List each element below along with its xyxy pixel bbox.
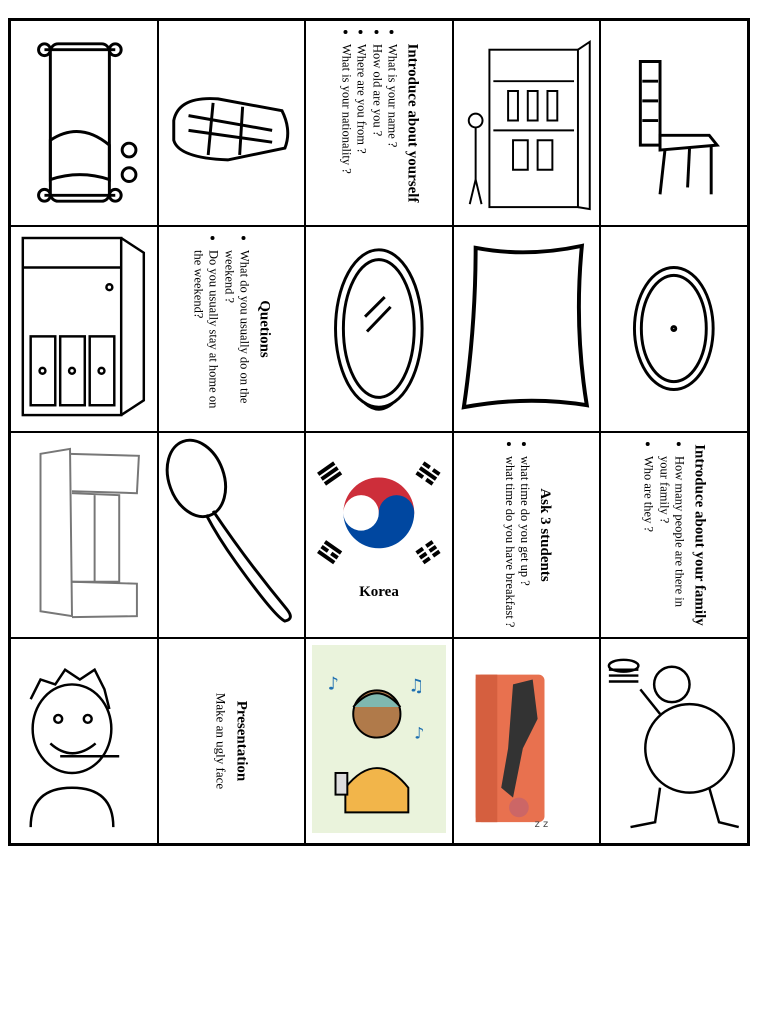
svg-text:♫: ♫	[408, 676, 425, 697]
pillow-illustration	[454, 227, 600, 431]
korea-flag-icon	[306, 433, 452, 637]
card-spoon	[158, 432, 306, 638]
card-blanket	[158, 20, 306, 226]
sofa-illustration	[11, 433, 157, 637]
blanket-illustration	[159, 21, 305, 225]
presentation-title: Presentation	[233, 700, 250, 782]
questions-list	[190, 234, 253, 424]
card-introduce-family	[600, 432, 748, 638]
listening-music-illustration	[306, 639, 452, 843]
list-item: • Where are you from ?	[353, 44, 369, 218]
card-chair	[600, 20, 748, 226]
man-sleeping-on-sofa-illustration	[454, 639, 600, 843]
svg-text:z z: z z	[534, 819, 548, 831]
introduce-family-list	[641, 440, 688, 630]
round-mirror-illustration	[601, 227, 747, 431]
korea-label: Korea	[359, 584, 399, 600]
list-item: • What is your name ?	[384, 44, 400, 218]
questions-text	[190, 234, 273, 424]
list-item: • What do you usually do on the weekend ?	[221, 250, 252, 424]
svg-text:♪: ♪	[327, 674, 340, 695]
card-music	[305, 638, 453, 844]
ask-students-text	[501, 440, 553, 630]
card-round-mirror	[600, 226, 748, 432]
card-sleeping-sofa	[453, 638, 601, 844]
wardrobe-illustration	[454, 21, 600, 225]
ask-students-title: Ask 3 students	[536, 488, 553, 582]
mirror-illustration	[306, 227, 452, 431]
list-item: • what time do you get up ?	[516, 456, 532, 630]
list-item: • what time do you have breakfast ?	[501, 456, 517, 630]
card-bed	[10, 20, 158, 226]
card-mirror	[305, 226, 453, 432]
list-item: • Do you usually stay at home on the weekend?	[190, 250, 221, 424]
dresser-illustration	[11, 227, 157, 431]
chair-illustration	[601, 21, 747, 225]
card-presentation	[158, 638, 306, 844]
card-brushing-teeth	[10, 638, 158, 844]
man-eating-burger-illustration	[601, 639, 747, 843]
card-grid	[8, 18, 750, 846]
spoon-illustration	[159, 433, 305, 637]
card-introduce-yourself	[305, 20, 453, 226]
boy-brushing-teeth-illustration	[11, 639, 157, 843]
list-item: • Who are they ?	[641, 456, 657, 630]
card-sofa	[10, 432, 158, 638]
questions-title: Quetions	[256, 300, 273, 358]
card-wardrobe	[453, 20, 601, 226]
introduce-yourself-title: Introduce about yourself	[404, 43, 421, 203]
introduce-yourself-text	[337, 28, 420, 218]
presentation-instruction: Make an ugly face	[214, 692, 230, 790]
bed-illustration	[11, 21, 157, 225]
card-pillow	[453, 226, 601, 432]
card-korea-flag	[305, 432, 453, 638]
card-dresser	[10, 226, 158, 432]
introduce-family-text	[641, 440, 708, 630]
introduce-family-title: Introduce about your family	[691, 444, 708, 626]
card-eating-burger	[600, 638, 748, 844]
card-questions	[158, 226, 306, 432]
list-item: • What is your nationality ?	[337, 44, 353, 218]
svg-text:♪: ♪	[414, 723, 425, 743]
list-item: • How many people are there in your family ?	[656, 456, 687, 630]
card-ask-students	[453, 432, 601, 638]
introduce-yourself-list	[337, 28, 400, 218]
list-item: • How old are you ?	[369, 44, 385, 218]
ask-students-list	[501, 440, 532, 630]
presentation-text	[213, 646, 250, 836]
